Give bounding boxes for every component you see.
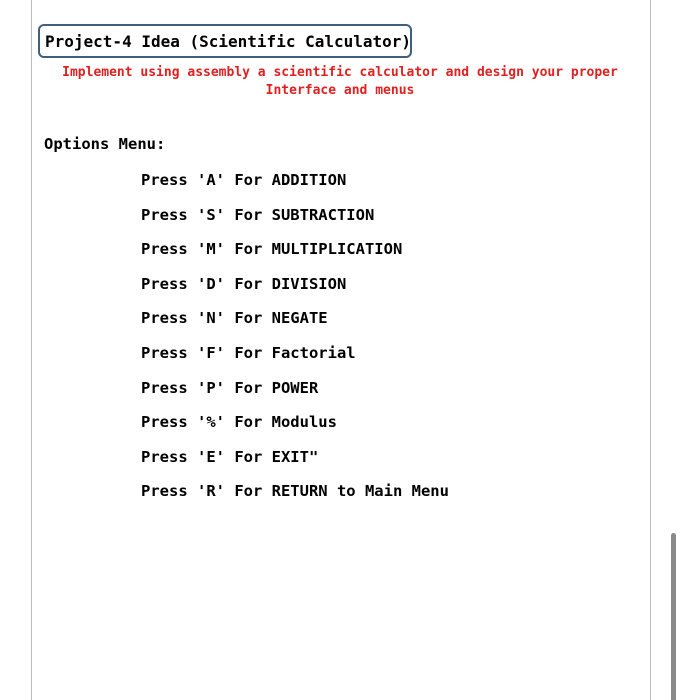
options-list: [141, 170, 449, 516]
option-exit: Press 'E' For EXIT": [141, 447, 319, 466]
scrollbar[interactable]: [671, 533, 676, 700]
option-addition: Press 'A' For ADDITION: [141, 171, 347, 189]
options-menu-heading: Options Menu:: [44, 135, 166, 153]
option-negate: Press 'N' For NEGATE: [141, 309, 328, 328]
subtitle: [40, 64, 640, 100]
option-subtraction: Press 'S' For SUBTRACTION: [141, 205, 375, 224]
option-factorial: Press 'F' For Factorial: [141, 343, 356, 362]
document-title: Project-4 Idea (Scientific Calculator): [45, 31, 412, 51]
option-multiplication: Press 'M' For MULTIPLICATION: [141, 240, 403, 259]
option-division: Press 'D' For DIVISION: [141, 274, 347, 293]
option-power: Press 'P' For POWER: [141, 378, 319, 397]
subtitle-line: Implement using assembly a scientific calculator and design your proper: [62, 65, 618, 80]
option-modulus: Press '%' For Modulus: [141, 413, 337, 432]
subtitle-line: Interface and menus: [265, 83, 415, 98]
option-return: Press 'R' For RETURN to Main Menu: [141, 482, 449, 501]
title-box: [38, 24, 412, 58]
